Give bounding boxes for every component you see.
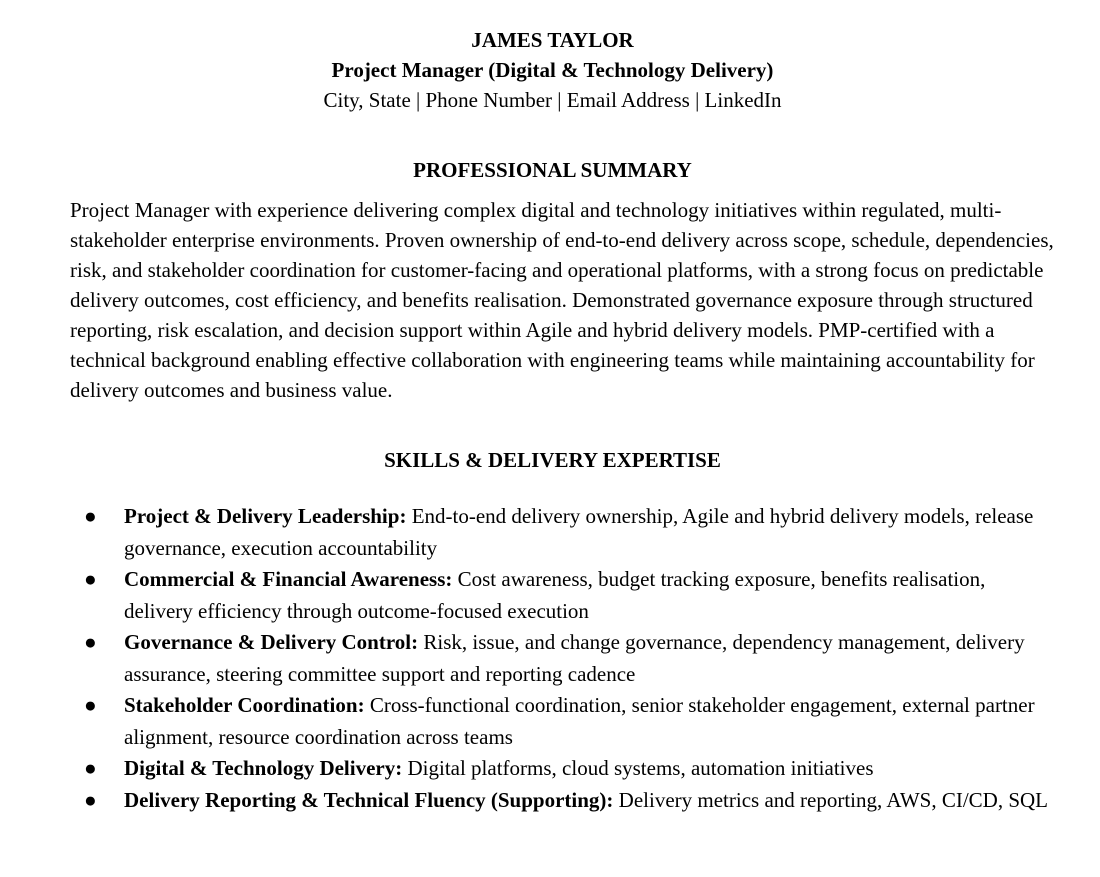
bullet-icon: ●	[84, 567, 97, 591]
summary-paragraph: Project Manager with experience delivering complex digital and technology initiatives within regulated, multi-stakeholder enterprise environments. Proven ownership of end-to-end delivery across scope, schedule, dependencies, risk, and stakeholder coordination for customer-facing and operational platforms, with a strong focus on predictable delivery outcomes, cost efficiency, and benefits realisation. Demonstrated governance exposure through structured reporting, risk escalation, and decision support within Agile and hybrid delivery models. PMP-certified with a technical background enabling effective collaboration with engineering teams while maintaining accountability for delivery outcomes and business value.	[70, 198, 1054, 402]
list-item	[70, 627, 1050, 690]
skill-label: Stakeholder Coordination:	[124, 693, 370, 717]
skills-heading: SKILLS & DELIVERY EXPERTISE	[384, 448, 721, 472]
bullet-icon: ●	[84, 630, 97, 654]
skill-text: Risk, issue, and change governance, dependency management, delivery assurance, steering committee support and reporting cadence	[124, 630, 1025, 686]
list-item	[70, 753, 1050, 785]
list-item	[70, 564, 1050, 627]
list-item	[70, 501, 1050, 564]
skill-label: Governance & Delivery Control:	[124, 630, 424, 654]
bullet-icon: ●	[84, 504, 97, 528]
candidate-name: JAMES TAYLOR	[471, 28, 634, 52]
candidate-title: Project Manager (Digital & Technology Delivery)	[331, 58, 774, 82]
skill-label: Commercial & Financial Awareness:	[124, 567, 458, 591]
skill-text: Digital platforms, cloud systems, automation initiatives	[407, 756, 874, 780]
skill-text: Cost awareness, budget tracking exposure, benefits realisation, delivery efficiency through outcome-focused execution	[124, 567, 986, 623]
skills-list	[70, 501, 1050, 816]
contact-line: City, State | Phone Number | Email Address | LinkedIn	[323, 88, 782, 112]
list-item	[70, 690, 1050, 753]
resume-header	[70, 25, 1035, 115]
bullet-icon: ●	[84, 693, 97, 717]
bullet-icon: ●	[84, 756, 97, 780]
skill-text: Cross-functional coordination, senior stakeholder engagement, external partner alignment, resource coordination across teams	[124, 693, 1035, 749]
skill-label: Delivery Reporting & Technical Fluency (Supporting):	[124, 787, 619, 812]
summary-heading: PROFESSIONAL SUMMARY	[413, 158, 692, 182]
skill-label: Project & Delivery Leadership:	[124, 504, 412, 528]
list-item	[70, 785, 1050, 817]
bullet-icon: ●	[84, 787, 97, 812]
skill-text: End-to-end delivery ownership, Agile and hybrid delivery models, release governance, execution accountability	[124, 504, 1034, 560]
skill-text: Delivery metrics and reporting, AWS, CI/CD, SQL	[618, 787, 1049, 812]
skill-label: Digital & Technology Delivery:	[124, 756, 408, 780]
